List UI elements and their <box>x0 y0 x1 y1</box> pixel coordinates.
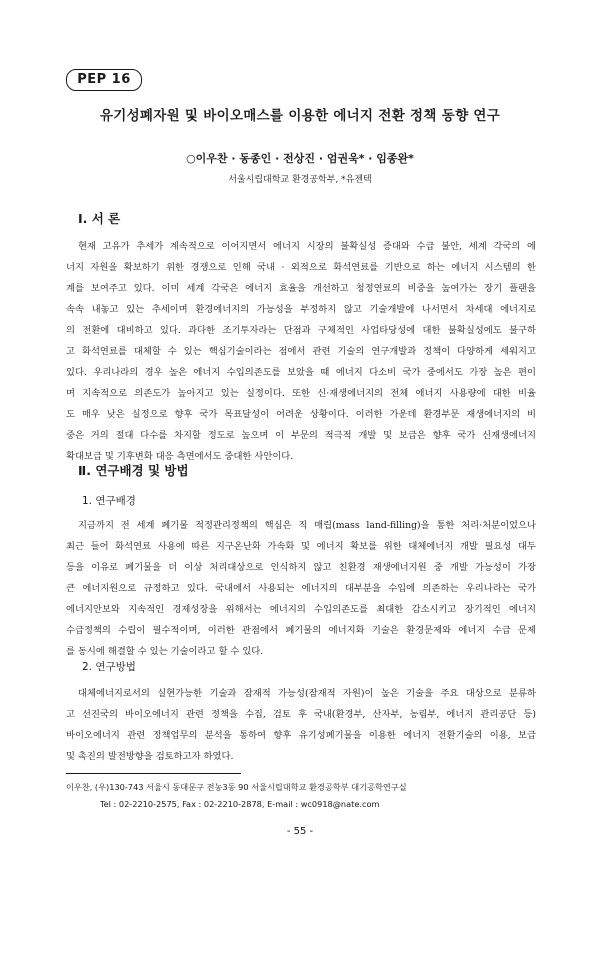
session-tag: PEP 16 <box>66 69 142 91</box>
text-line: 및 촉진의 발전방향을 검토하고자 하였다. <box>66 751 234 762</box>
text-line: 바이오에너지 관련 정책업무의 분석을 통하여 향후 유기성폐기물을 이용한 에너지 전환기술의 이용, 보급 <box>66 730 536 741</box>
text-line: 계를 보여주고 있다. 이미 세계 각국은 에너지 효율을 개선하고 청정연료의 비중을 높여가는 장기 플랜을 <box>66 283 536 294</box>
method-paragraph <box>66 683 536 767</box>
text-line: 의 전환에 대비하고 있다. 과다한 조기투자라는 단점과 구체적인 사업타당성에 대한 불확실성에도 불구하 <box>66 325 536 336</box>
background-paragraph <box>66 515 536 662</box>
section-heading-introduction: Ⅰ. 서 론 <box>78 211 121 226</box>
text-line: 큰 에너지원으로 규정하고 있다. 국내에서 사용되는 에너지의 대부분을 수입에 의존하는 우리나라는 국가 <box>66 583 536 594</box>
paper-title: 유기성폐자원 및 바이오매스를 이용한 에너지 전환 정책 동향 연구 <box>99 108 501 124</box>
text-line: 고 화석연료를 대체할 수 있는 핵심기술이라는 점에서 관련 기술의 연구개발과 정책이 다양하게 세워지고 <box>66 346 536 357</box>
introduction-paragraph <box>66 236 536 467</box>
author-list: ○이우찬 · 동종인 · 전상진 · 엄권욱* · 임종완* <box>186 152 414 165</box>
text-line: 너지 자원을 확보하기 위한 경쟁으로 인해 국내 · 외적으로 화석연료를 기반으로 하는 에너지 시스템의 한 <box>66 262 536 273</box>
text-line: 를 동시에 해결할 수 있는 기술이라고 할 수 있다. <box>66 646 264 657</box>
text-line: 속속 내놓고 있는 추세이며 환경에너지의 가능성을 부정하지 않고 기술개발에 나서면서 차세대 에너지로 <box>66 304 536 315</box>
text-line: 며 지속적으로 의존도가 높아지고 있는 실정이다. 또한 신·재생에너지의 전체 에너지 사용량에 대한 비율 <box>66 388 536 399</box>
footnote-contact-phone-email: Tel : 02-2210-2575, Fax : 02-2210-2878, E-mail : wc0918@nate.com <box>100 799 380 809</box>
footnote-contact-address: 이우찬, (우)130-743 서울시 동대문구 전농3동 90 서울시립대학교 환경공학부 대기공학연구실 <box>66 782 407 792</box>
footnote-divider <box>66 773 241 774</box>
subsection-heading-background: 1. 연구배경 <box>82 495 136 507</box>
subsection-heading-method: 2. 연구방법 <box>82 661 136 673</box>
text-line: 등을 이유로 폐기물을 더 이상 처리대상으로 인식하지 않고 친환경 재생에너지원 중 개발 가능성이 가장 <box>66 562 536 573</box>
text-line: 확대보급 및 기후변화 대응 측면에서도 중대한 사안이다. <box>66 451 294 462</box>
text-line: 현재 고유가 추세가 계속적으로 이어지면서 에너지 시장의 불확실성 증대와 수급 불안, 세계 각국의 에 <box>78 241 536 252</box>
text-line: 고 선진국의 바이오에너지 관련 정책을 수집, 검토 후 국내(환경부, 산자부, 농림부, 에너지 관리공단 등) <box>66 709 536 720</box>
affiliation: 서울시립대학교 환경공학부, *유젠텍 <box>228 175 372 185</box>
text-line: 최근 들어 화석연료 사용에 따른 지구온난화 가속화 및 에너지 확보를 위한 대체에너지 개발 필요성 대두 <box>66 541 536 552</box>
text-line: 에너지안보와 지속적인 경제성장을 위해서는 에너지의 수입의존도를 최대한 감소시키고 장기적인 에너지 <box>66 604 536 615</box>
text-line: 대체에너지로서의 실현가능한 기술과 잠재적 가능성(잠재적 자원)이 높은 기술을 주요 대상으로 분류하 <box>78 688 536 699</box>
text-line: 도 매우 낮은 실정으로 향후 국가 목표달성이 어려운 상황이다. 이러한 가운데 환경부문 재생에너지의 비 <box>66 409 536 420</box>
text-line: 중은 거의 절대 다수를 차지할 정도로 높으며 이 부문의 적극적 개발 및 보급은 향후 국가 신재생에너지 <box>66 430 536 441</box>
section-heading-background-method: Ⅱ. 연구배경 및 방법 <box>78 463 189 478</box>
page-number: - 55 - <box>286 826 314 837</box>
text-line: 수급정책의 수립이 필수적이며, 이러한 관점에서 폐기물의 에너지화 기술은 환경문제와 에너지 수급 문제 <box>66 625 536 636</box>
text-line: 있다. 우리나라의 경우 높은 에너지 수입의존도를 보았을 때 에너지 다소비 국가 중에서도 가장 높은 편이 <box>66 367 536 378</box>
text-line: 지금까지 전 세계 폐기물 적정관리정책의 핵심은 직 매립(mass land-filling)을 통한 처리·처분이었으나 <box>78 520 536 531</box>
